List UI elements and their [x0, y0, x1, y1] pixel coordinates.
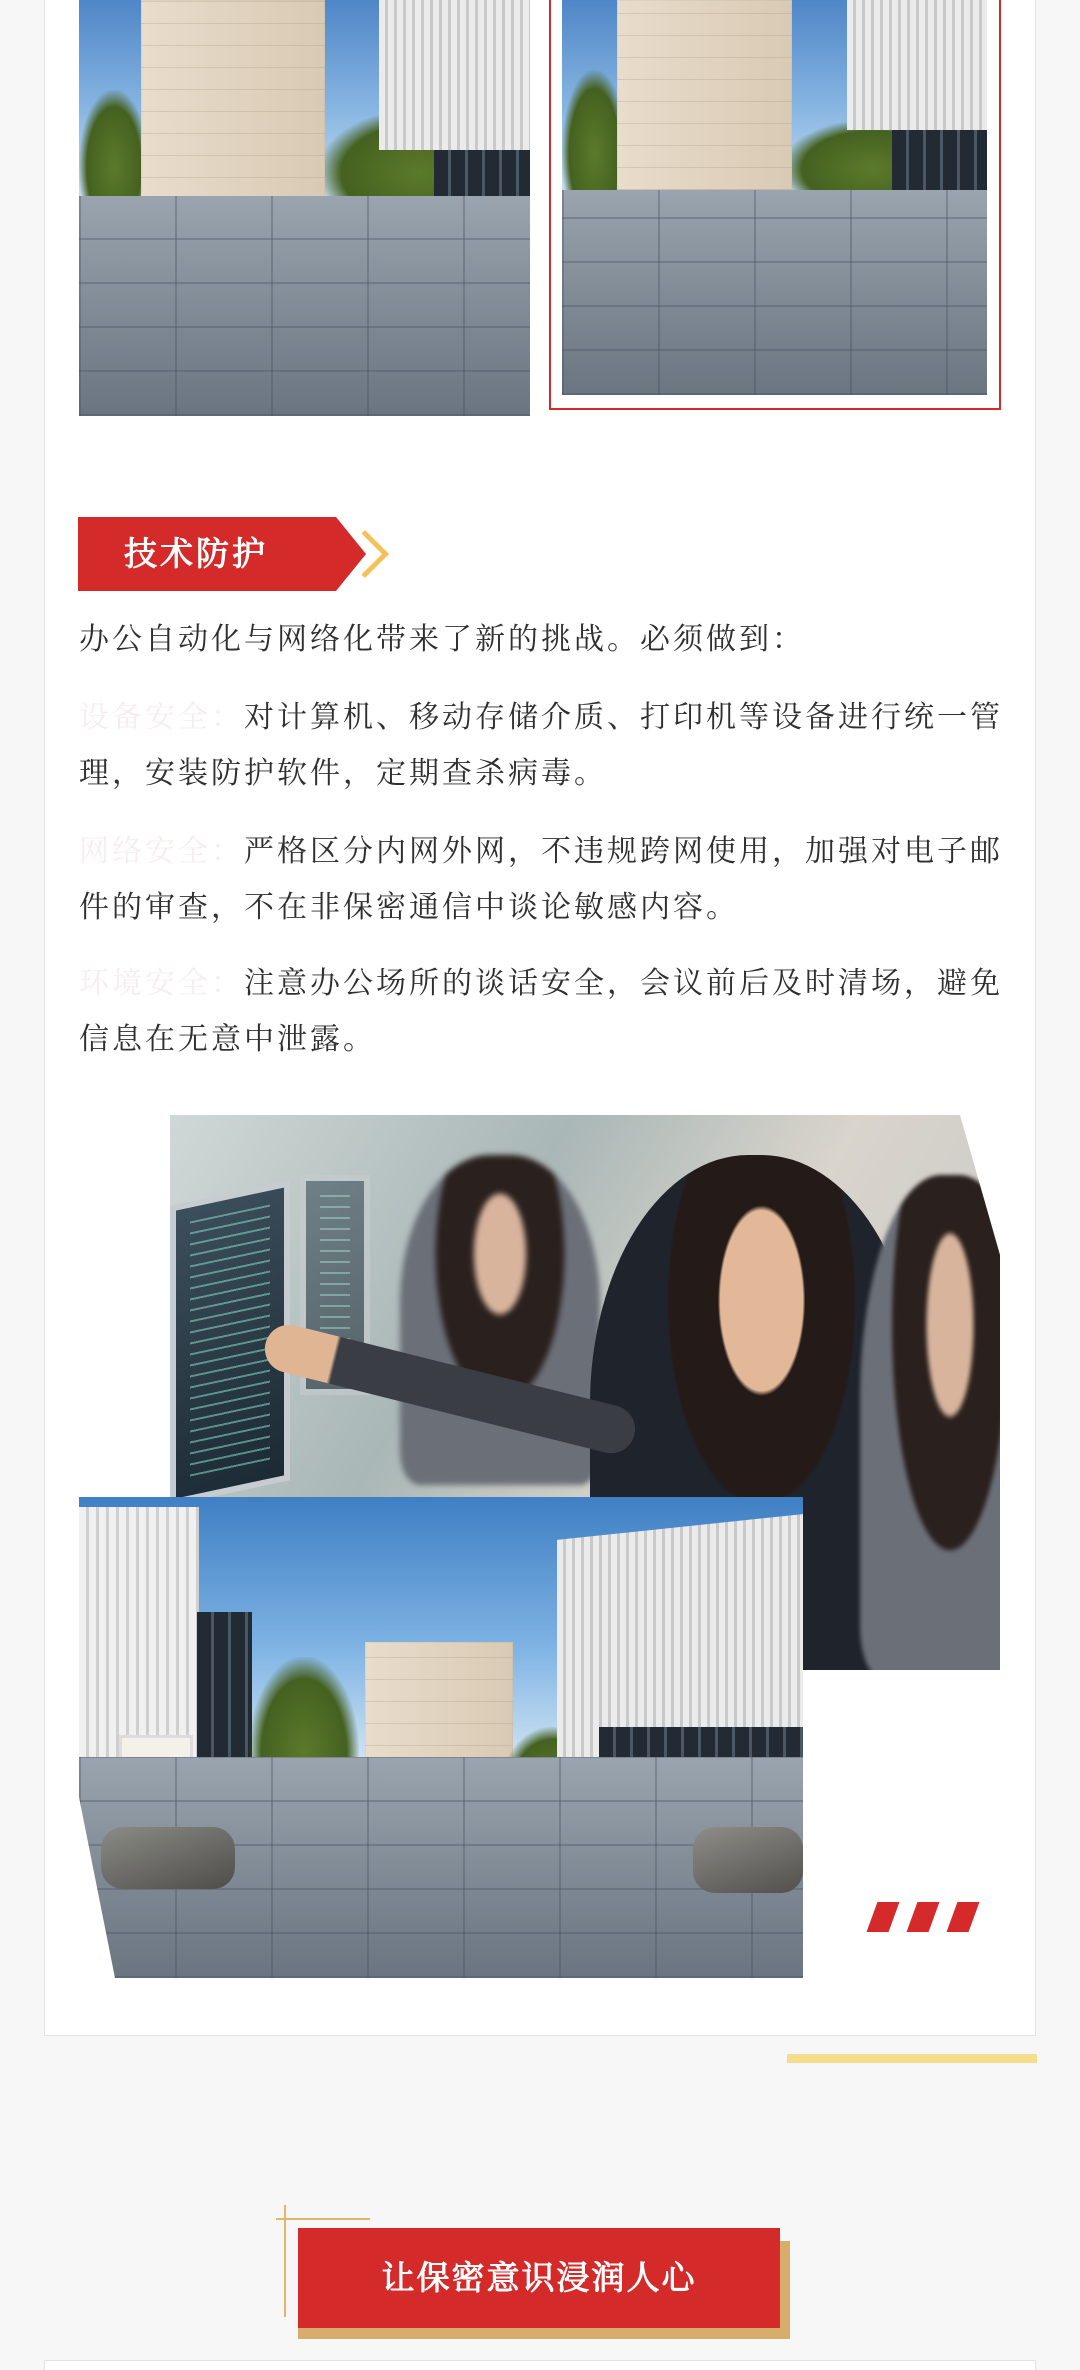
gold-divider: [787, 2054, 1037, 2063]
item-label: 环境安全：: [79, 966, 244, 1001]
next-section-header: [276, 2205, 796, 2335]
item-label: 设备安全：: [79, 700, 244, 735]
item-paragraph-device: [79, 690, 1004, 802]
item-paragraph-network: [79, 824, 1004, 936]
item-text: 对计算机、移动存储介质、打印机等设备进行统一管理，安装防护软件，定期查杀病毒。: [79, 700, 1003, 791]
building-photo-left: [79, 0, 530, 416]
next-section-button[interactable]: 让保密意识浸润人心: [298, 2228, 780, 2328]
section-heading: 技术防护: [124, 534, 268, 573]
slash-decoration-icon: [868, 1902, 980, 1932]
item-text: 严格区分内网外网，不违规跨网使用，加强对电子邮件的审查，不在非保密通信中谈论敏感内容。: [79, 834, 1003, 925]
plaza-photo: [79, 1497, 803, 1978]
building-photo-right: [562, 0, 987, 395]
next-card-edge: [44, 2360, 1036, 2370]
item-text: 注意办公场所的谈话安全，会议前后及时清场，避免信息在无意中泄露。: [79, 966, 1003, 1057]
section-heading-tag: [78, 517, 368, 591]
intro-paragraph: 办公自动化与网络化带来了新的挑战。必须做到：: [79, 622, 805, 657]
item-label: 网络安全：: [79, 834, 244, 869]
item-paragraph-environment: [79, 956, 1004, 1068]
